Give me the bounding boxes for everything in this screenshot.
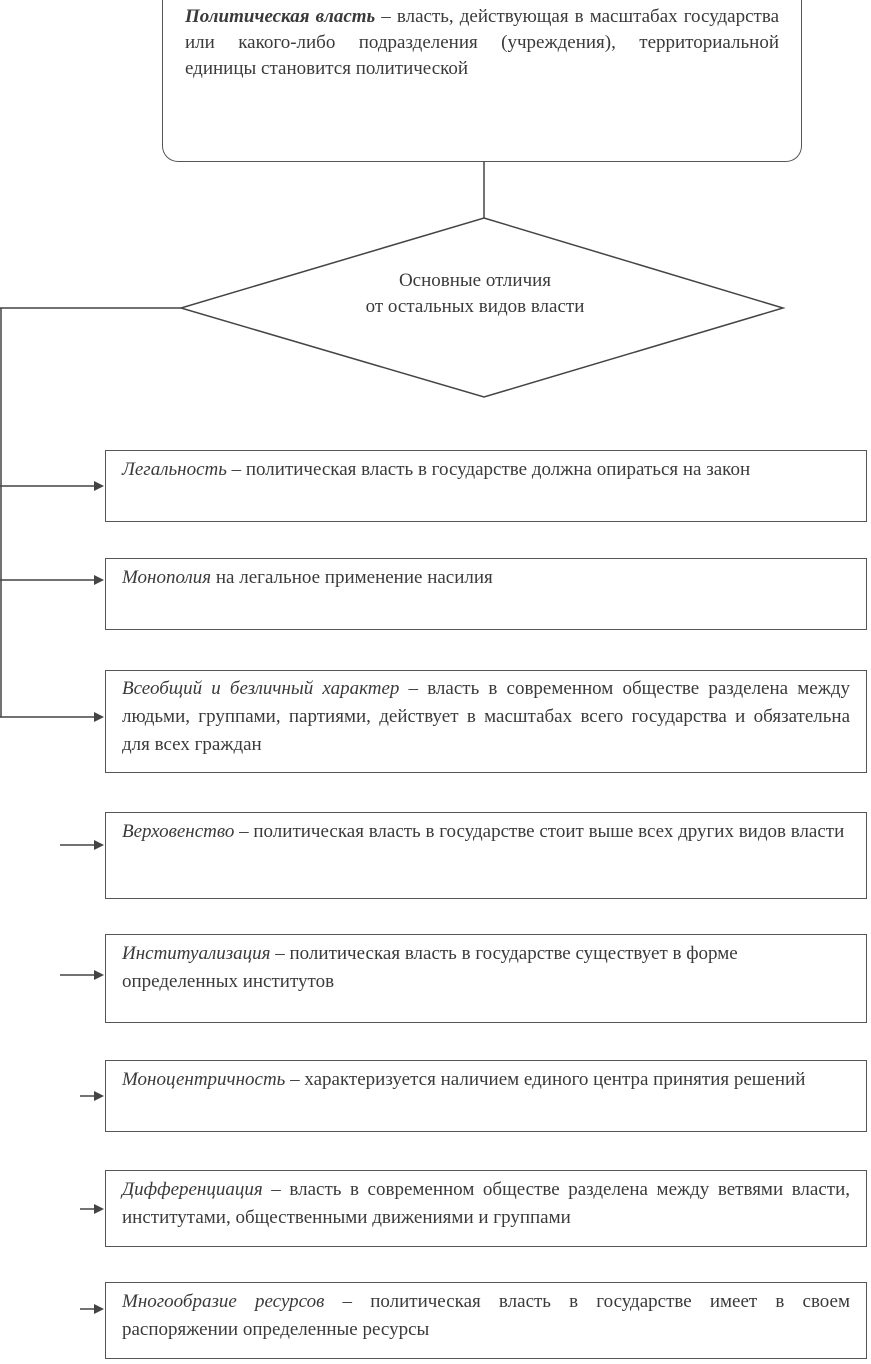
feature-text: – характеризуется наличием единого центра принятия решений <box>285 1069 806 1090</box>
feature-term: Всеобщий и безличный характер <box>122 678 400 699</box>
feature-box-legality <box>105 450 867 522</box>
feature-term: Многообразие ресурсов <box>122 1291 325 1312</box>
feature-text: – политическая власть в государстве существует в форме определенных институтов <box>122 943 738 992</box>
feature-term: Верховенство <box>122 821 235 842</box>
arrow-head <box>94 1091 104 1101</box>
feature-box-institutionalization <box>105 934 867 1023</box>
feature-text: – политическая власть в государстве должна опираться на закон <box>226 459 751 480</box>
feature-text: – политическая власть в государстве стоит выше всех других видов власти <box>234 821 845 842</box>
arrow-head <box>94 840 104 850</box>
feature-box-resources <box>105 1282 867 1359</box>
feature-term: Институализация <box>122 943 271 964</box>
feature-box-monocentricity <box>105 1060 867 1132</box>
feature-term: Дифференциация <box>122 1179 263 1200</box>
feature-box-universal <box>105 670 867 773</box>
definition-text: – власть, действующая в масштабах государства или какого-либо подразделения (учреждения), территориальной единицы становится политической <box>185 6 779 79</box>
feature-text: – политическая власть в государстве имеет в своем распоряжении определенные ресурсы <box>122 1291 850 1340</box>
arrow-head <box>94 481 104 491</box>
arrow-head <box>94 712 104 722</box>
decision-label <box>300 268 650 320</box>
decision-label-line2: от остальных видов власти <box>365 296 585 317</box>
arrow-head <box>94 1204 104 1214</box>
feature-text: на легальное применение насилия <box>211 567 493 588</box>
feature-term: Монополия <box>122 567 212 588</box>
arrow-head <box>94 1304 104 1314</box>
feature-box-supremacy <box>105 812 867 899</box>
feature-text: – власть в современном обществе разделена между ветвями власти, институтами, общественными движениями и группами <box>122 1179 850 1228</box>
decision-label-line1: Основные отличия <box>398 270 552 291</box>
arrow-head <box>94 970 104 980</box>
arrow-head <box>94 575 104 585</box>
feature-term: Моноцентричность <box>122 1069 286 1090</box>
feature-box-monopoly <box>105 558 867 630</box>
political-power-definition-box <box>162 0 802 162</box>
feature-term: Легальность <box>122 459 227 480</box>
definition-term: Политическая власть <box>185 6 376 27</box>
feature-box-differentiation <box>105 1170 867 1247</box>
feature-text: – власть в современном обществе разделена между людьми, группами, партиями, действует в масштабах всего государства и обязательна для всех граждан <box>122 678 850 755</box>
